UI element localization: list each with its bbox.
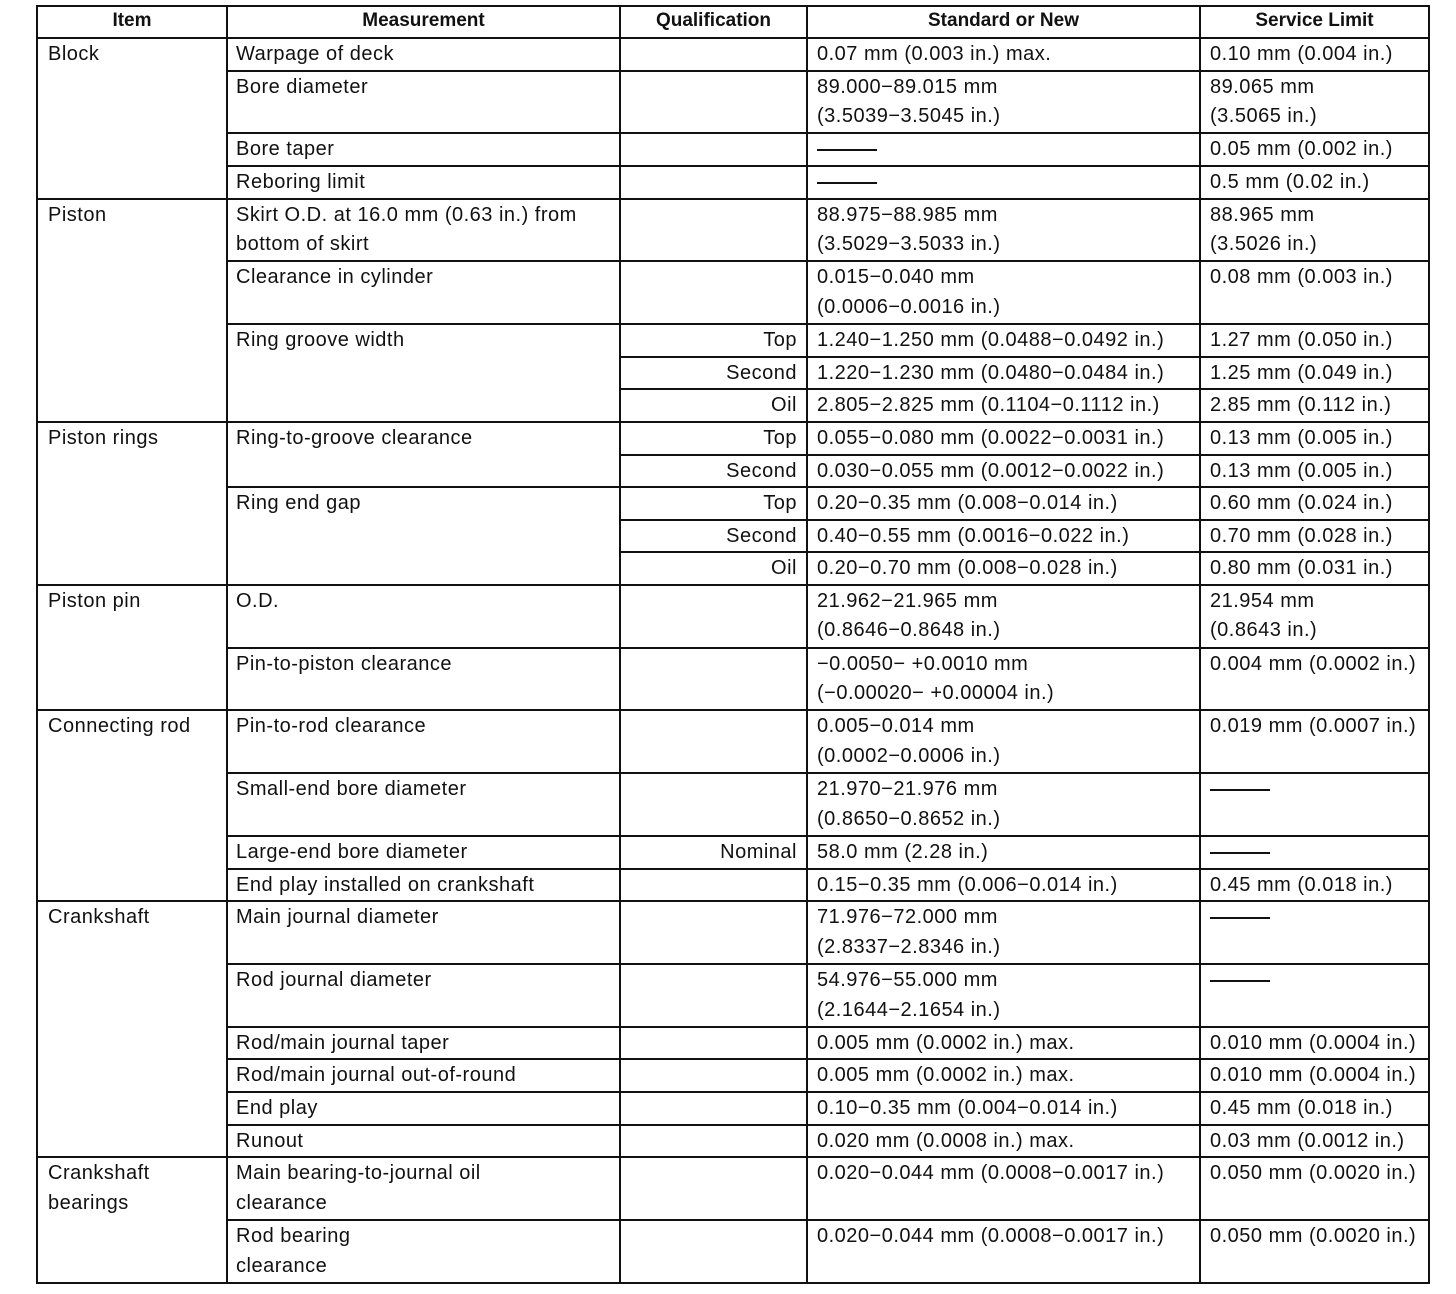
item-line: Piston rings [48, 426, 159, 449]
standard-cell [807, 1125, 1200, 1158]
measurement-line: Main bearing-to-journal oil [236, 1162, 481, 1185]
standard-cell [807, 836, 1200, 869]
standard-line: (2.1644−2.1654 in.) [817, 998, 1001, 1021]
service-limit-line: 89.065 mm [1210, 75, 1315, 98]
service-limit-line: 0.45 mm (0.018 in.) [1210, 873, 1393, 896]
measurement-line: clearance [236, 1254, 328, 1277]
service-limit-line: 1.27 mm (0.050 in.) [1210, 329, 1393, 352]
spec-row [37, 901, 1429, 932]
spec-row [37, 1092, 1429, 1125]
spec-row [37, 1220, 1429, 1251]
standard-line: 0.20−0.70 mm (0.008−0.028 in.) [817, 557, 1118, 580]
item-cell [37, 585, 227, 711]
standard-cell [807, 1027, 1200, 1060]
item-cell [37, 199, 227, 422]
standard-line: 0.020 mm (0.0008 in.) max. [817, 1129, 1075, 1152]
qualification-cell: Second [620, 520, 807, 553]
standard-line: 0.030−0.055 mm (0.0012−0.0022 in.) [817, 459, 1165, 482]
qualification-cell [620, 38, 807, 71]
qualification-cell: Second [620, 357, 807, 390]
standard-line: 0.020−0.044 mm (0.0008−0.0017 in.) [817, 1224, 1165, 1247]
item-line: Connecting rod [48, 715, 191, 738]
qualification-cell [620, 773, 807, 836]
service-limit-line: 0.03 mm (0.0012 in.) [1210, 1129, 1405, 1152]
standard-line: (0.8646−0.8648 in.) [817, 619, 1001, 642]
standard-line: 0.20−0.35 mm (0.008−0.014 in.) [817, 492, 1118, 515]
measurement-line: Ring-to-groove clearance [236, 426, 473, 449]
service-limit-cell [1200, 199, 1429, 262]
standard-cell [807, 133, 1200, 166]
service-limit-cell [1200, 389, 1429, 422]
header-measurement: Measurement [227, 6, 620, 38]
service-limit-cell [1200, 1027, 1429, 1060]
measurement-line: Rod journal diameter [236, 968, 432, 991]
measurement-line: Skirt O.D. at 16.0 mm (0.63 in.) from [236, 203, 577, 226]
service-limit-cell [1200, 38, 1429, 71]
measurement-cell [227, 773, 620, 836]
standard-cell [807, 520, 1200, 553]
spec-row [37, 38, 1429, 71]
table-header [37, 6, 1429, 38]
service-limit-line: 0.019 mm (0.0007 in.) [1210, 715, 1417, 738]
measurement-line: Rod/main journal taper [236, 1031, 450, 1054]
service-limit-line: 0.13 mm (0.005 in.) [1210, 459, 1393, 482]
measurement-cell [227, 1220, 620, 1283]
standard-cell [807, 648, 1200, 711]
service-limit-line: 0.5 mm (0.02 in.) [1210, 170, 1370, 193]
measurement-line: Small-end bore diameter [236, 778, 467, 801]
standard-line: 88.975−88.985 mm [817, 203, 998, 226]
measurement-cell [227, 1157, 620, 1220]
spec-row [37, 964, 1429, 995]
standard-cell [807, 261, 1200, 324]
qualification-cell: Top [620, 324, 807, 357]
standard-cell [807, 869, 1200, 902]
service-limit-cell [1200, 166, 1429, 199]
standard-cell [807, 324, 1200, 357]
measurement-cell [227, 585, 620, 648]
measurement-line: Pin-to-rod clearance [236, 715, 427, 738]
service-limit-line: 2.85 mm (0.112 in.) [1210, 394, 1392, 417]
header-row [37, 6, 1429, 38]
standard-line: 0.005−0.014 mm [817, 715, 975, 738]
table-body [37, 38, 1429, 1283]
service-limit-line: 0.050 mm (0.0020 in.) [1210, 1224, 1417, 1247]
qualification-cell: Top [620, 422, 807, 455]
standard-line: (0.0006−0.0016 in.) [817, 295, 1001, 318]
service-limit-cell [1200, 836, 1429, 869]
service-limit-cell [1200, 261, 1429, 324]
service-limit-line: 0.08 mm (0.003 in.) [1210, 266, 1393, 289]
service-limit-cell [1200, 869, 1429, 902]
standard-cell [807, 1092, 1200, 1125]
qualification-cell [620, 869, 807, 902]
qualification-cell [620, 1220, 807, 1283]
service-limit-cell [1200, 422, 1429, 455]
standard-cell [807, 552, 1200, 585]
qualification-cell [620, 166, 807, 199]
standard-cell [807, 199, 1200, 262]
measurement-line: Runout [236, 1129, 304, 1152]
standard-line: 0.15−0.35 mm (0.006−0.014 in.) [817, 873, 1118, 896]
measurement-line: O.D. [236, 589, 280, 612]
standard-line: 21.962−21.965 mm [817, 589, 998, 612]
standard-line: 0.005 mm (0.0002 in.) max. [817, 1064, 1075, 1087]
measurement-line: Ring groove width [236, 329, 405, 352]
qualification-cell: Nominal [620, 836, 807, 869]
not-applicable-dash [1210, 980, 1270, 982]
service-limit-cell [1200, 133, 1429, 166]
standard-cell [807, 422, 1200, 455]
spec-row [37, 324, 1429, 357]
measurement-line: End play [236, 1096, 318, 1119]
service-limit-line: 0.60 mm (0.024 in.) [1210, 492, 1393, 515]
standard-line: 0.005 mm (0.0002 in.) max. [817, 1031, 1075, 1054]
standard-line: 0.07 mm (0.003 in.) max. [817, 43, 1052, 65]
spec-row [37, 71, 1429, 102]
measurement-cell [227, 71, 620, 134]
standard-cell [807, 389, 1200, 422]
measurement-line: Bore taper [236, 138, 335, 161]
standard-line: 1.240−1.250 mm (0.0488−0.0492 in.) [817, 329, 1165, 352]
measurement-line: Bore diameter [236, 75, 369, 98]
service-limit-line: 0.70 mm (0.028 in.) [1210, 524, 1393, 547]
service-limit-cell [1200, 585, 1429, 648]
standard-line: 58.0 mm (2.28 in.) [817, 841, 989, 863]
standard-line: 89.000−89.015 mm [817, 75, 998, 98]
service-limit-line: 0.80 mm (0.031 in.) [1210, 557, 1393, 580]
item-line: Block [48, 43, 100, 65]
standard-cell [807, 710, 1200, 773]
measurement-cell [227, 869, 620, 902]
measurement-cell [227, 166, 620, 199]
qualification-cell [620, 133, 807, 166]
spec-row [37, 1125, 1429, 1158]
service-limit-line: 1.25 mm (0.049 in.) [1210, 361, 1393, 384]
standard-line: (−0.00020− +0.00004 in.) [817, 682, 1055, 705]
item-cell [37, 38, 227, 199]
qualification-cell [620, 1059, 807, 1092]
standard-line: (3.5029−3.5033 in.) [817, 233, 1001, 256]
qualification-cell [620, 710, 807, 773]
service-limit-cell [1200, 773, 1429, 836]
item-cell [37, 710, 227, 901]
item-line: Crankshaft [48, 1162, 150, 1185]
qualification-cell [620, 1125, 807, 1158]
item-line: bearings [48, 1191, 129, 1214]
header-service-limit: Service Limit [1200, 6, 1429, 38]
standard-cell [807, 585, 1200, 648]
measurement-line: Rod bearing [236, 1224, 351, 1247]
standard-line: 71.976−72.000 mm [817, 906, 998, 929]
measurement-cell [227, 324, 620, 422]
measurement-cell [227, 1092, 620, 1125]
standard-line: (0.8650−0.8652 in.) [817, 807, 1001, 830]
standard-line: 0.40−0.55 mm (0.0016−0.022 in.) [817, 524, 1130, 547]
spec-row [37, 261, 1429, 292]
spec-row [37, 773, 1429, 804]
standard-cell [807, 455, 1200, 488]
measurement-cell [227, 487, 620, 585]
measurement-line: Large-end bore diameter [236, 841, 468, 863]
spec-row [37, 199, 1429, 230]
qualification-cell: Second [620, 455, 807, 488]
measurement-cell [227, 199, 620, 262]
standard-cell [807, 1157, 1200, 1220]
service-limit-line: (3.5065 in.) [1210, 105, 1318, 128]
service-limit-cell [1200, 324, 1429, 357]
standard-cell [807, 71, 1200, 134]
measurement-line: Rod/main journal out-of-round [236, 1064, 517, 1087]
not-applicable-dash [817, 182, 877, 184]
service-limit-cell [1200, 455, 1429, 488]
service-limit-line: 0.010 mm (0.0004 in.) [1210, 1064, 1417, 1087]
service-limit-cell [1200, 1059, 1429, 1092]
measurement-cell [227, 1125, 620, 1158]
measurement-line: End play installed on crankshaft [236, 873, 535, 896]
qualification-cell: Top [620, 487, 807, 520]
standard-line: −0.0050− +0.0010 mm [817, 652, 1029, 675]
service-limit-cell [1200, 964, 1429, 1027]
measurement-cell [227, 261, 620, 324]
qualification-cell [620, 261, 807, 324]
spec-row [37, 648, 1429, 679]
measurement-line: clearance [236, 1191, 328, 1214]
service-limit-cell [1200, 1220, 1429, 1283]
measurement-line: Pin-to-piston clearance [236, 652, 453, 675]
measurement-line: Warpage of deck [236, 43, 394, 65]
service-limit-line: (0.8643 in.) [1210, 619, 1318, 642]
service-limit-line: 0.05 mm (0.002 in.) [1210, 138, 1393, 161]
service-limit-line: 88.965 mm [1210, 203, 1315, 226]
service-limit-cell [1200, 71, 1429, 134]
spec-row [37, 133, 1429, 166]
standard-cell [807, 773, 1200, 836]
not-applicable-dash [1210, 852, 1270, 854]
standard-line: 1.220−1.230 mm (0.0480−0.0484 in.) [817, 361, 1165, 384]
service-limit-cell [1200, 1125, 1429, 1158]
standard-line: 0.10−0.35 mm (0.004−0.014 in.) [817, 1096, 1118, 1119]
spec-row [37, 422, 1429, 455]
service-limit-line: (3.5026 in.) [1210, 233, 1318, 256]
service-limit-line: 0.010 mm (0.0004 in.) [1210, 1031, 1417, 1054]
standard-line: 0.020−0.044 mm (0.0008−0.0017 in.) [817, 1162, 1165, 1185]
measurement-cell [227, 901, 620, 964]
specification-table [36, 5, 1430, 1284]
service-limit-cell [1200, 552, 1429, 585]
item-cell [37, 901, 227, 1157]
standard-cell [807, 901, 1200, 964]
qualification-cell [620, 199, 807, 262]
service-limit-cell [1200, 648, 1429, 711]
qualification-cell [620, 1157, 807, 1220]
spec-row [37, 1157, 1429, 1188]
measurement-line: Reboring limit [236, 170, 366, 193]
item-cell [37, 422, 227, 585]
standard-cell [807, 1220, 1200, 1283]
header-standard: Standard or New [807, 6, 1200, 38]
item-line: Piston [48, 203, 107, 226]
item-line: Crankshaft [48, 906, 150, 929]
measurement-cell [227, 710, 620, 773]
measurement-cell [227, 836, 620, 869]
qualification-cell [620, 964, 807, 1027]
standard-cell [807, 166, 1200, 199]
service-limit-cell [1200, 520, 1429, 553]
qualification-cell [620, 71, 807, 134]
service-limit-cell [1200, 487, 1429, 520]
qualification-cell: Oil [620, 552, 807, 585]
qualification-cell [620, 1027, 807, 1060]
qualification-cell: Oil [620, 389, 807, 422]
measurement-cell [227, 1059, 620, 1092]
standard-line: 21.970−21.976 mm [817, 778, 998, 801]
measurement-line: Main journal diameter [236, 906, 439, 929]
measurement-cell [227, 648, 620, 711]
service-limit-cell [1200, 1092, 1429, 1125]
service-limit-line: 0.45 mm (0.018 in.) [1210, 1096, 1393, 1119]
service-limit-line: 0.050 mm (0.0020 in.) [1210, 1162, 1417, 1185]
spec-row [37, 166, 1429, 199]
header-qualification: Qualification [620, 6, 807, 38]
service-limit-line: 21.954 mm [1210, 589, 1315, 612]
not-applicable-dash [1210, 789, 1270, 791]
standard-line: 2.805−2.825 mm (0.1104−0.1112 in.) [817, 394, 1160, 417]
standard-line: 54.976−55.000 mm [817, 968, 998, 991]
measurement-line: Clearance in cylinder [236, 266, 434, 289]
service-limit-cell [1200, 901, 1429, 964]
standard-line: (2.8337−2.8346 in.) [817, 935, 1001, 958]
spec-row [37, 585, 1429, 616]
spec-row [37, 1027, 1429, 1060]
item-cell [37, 1157, 227, 1283]
measurement-line: Ring end gap [236, 492, 361, 515]
standard-cell [807, 38, 1200, 71]
measurement-cell [227, 422, 620, 487]
standard-line: (0.0002−0.0006 in.) [817, 745, 1001, 768]
spec-row [37, 836, 1429, 869]
service-limit-cell [1200, 357, 1429, 390]
spec-row [37, 710, 1429, 741]
measurement-cell [227, 38, 620, 71]
item-line: Piston pin [48, 589, 141, 612]
measurement-cell [227, 133, 620, 166]
header-item: Item [37, 6, 227, 38]
not-applicable-dash [817, 149, 877, 151]
standard-line: (3.5039−3.5045 in.) [817, 105, 1001, 128]
service-limit-cell [1200, 1157, 1429, 1220]
standard-line: 0.015−0.040 mm [817, 266, 975, 289]
standard-cell [807, 357, 1200, 390]
standard-cell [807, 1059, 1200, 1092]
standard-cell [807, 487, 1200, 520]
service-limit-line: 0.13 mm (0.005 in.) [1210, 426, 1393, 449]
spec-row [37, 487, 1429, 520]
spec-row [37, 869, 1429, 902]
qualification-cell [620, 901, 807, 964]
standard-cell [807, 964, 1200, 1027]
qualification-cell [620, 1092, 807, 1125]
measurement-line: bottom of skirt [236, 233, 370, 256]
qualification-cell [620, 585, 807, 648]
spec-row [37, 1059, 1429, 1092]
qualification-cell [620, 648, 807, 711]
not-applicable-dash [1210, 917, 1270, 919]
measurement-cell [227, 1027, 620, 1060]
measurement-cell [227, 964, 620, 1027]
service-limit-cell [1200, 710, 1429, 773]
service-limit-line: 0.004 mm (0.0002 in.) [1210, 652, 1417, 675]
service-limit-line: 0.10 mm (0.004 in.) [1210, 43, 1393, 65]
standard-line: 0.055−0.080 mm (0.0022−0.0031 in.) [817, 426, 1165, 449]
